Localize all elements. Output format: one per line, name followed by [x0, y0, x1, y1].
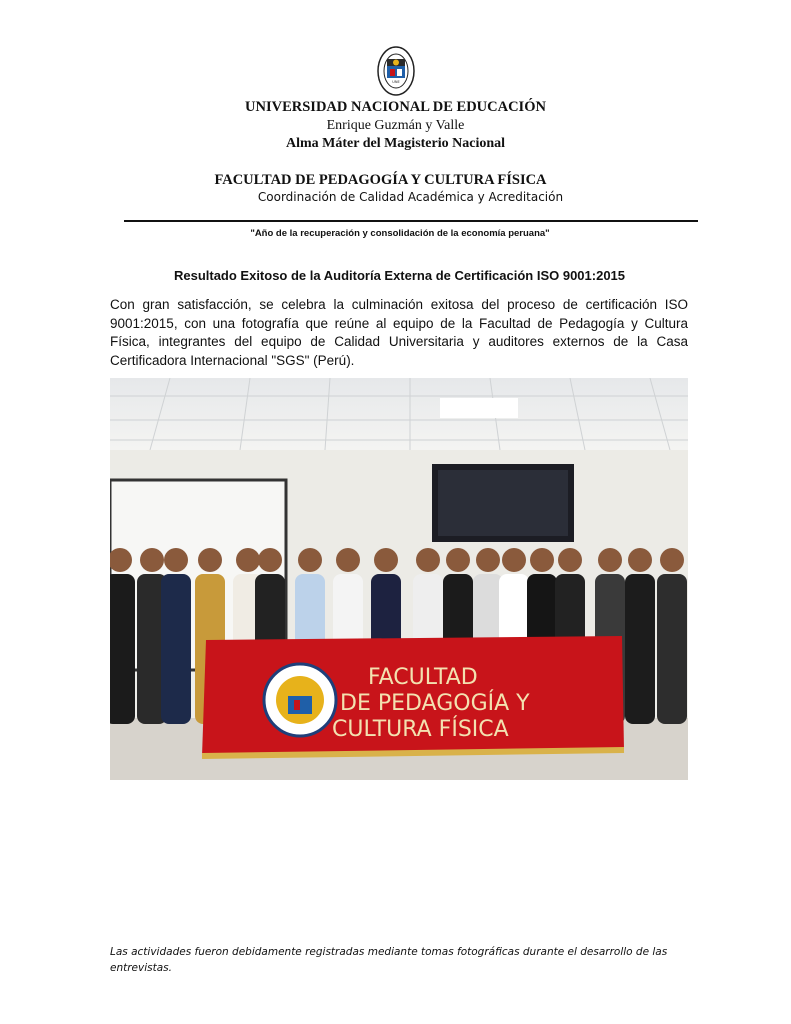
person-head	[660, 548, 684, 572]
person-head	[236, 548, 260, 572]
article-title: Resultado Exitoso de la Auditoría Externa de Certificación ISO 9001:2015	[173, 268, 626, 283]
group-photo	[110, 378, 688, 780]
person-head	[598, 548, 622, 572]
person-head	[258, 548, 282, 572]
person-head	[198, 548, 222, 572]
faculty-name: FACULTAD DE PEDAGOGÍA Y CULTURA FÍSICA	[214, 172, 547, 188]
person-head	[628, 548, 652, 572]
banner-text-line3: CULTURA FÍSICA	[332, 717, 509, 742]
article-body: Con gran satisfacción, se celebra la culminación exitosa del proceso de certificación ISO 9001:2015, con una fotografía que reúne al equipo de la Facultad de Pedagogía y Cultura Física, integrantes del equipo de Calidad Universitaria y auditores externos de la Casa Certificadora Internacional "SGS" (Perú).	[110, 297, 688, 368]
person-figure	[625, 574, 655, 724]
person-head	[446, 548, 470, 572]
person-head	[374, 548, 398, 572]
header-divider	[124, 220, 698, 222]
person-figure	[110, 574, 135, 724]
ceiling	[110, 378, 688, 450]
person-head	[336, 548, 360, 572]
footer-note: Las actividades fueron debidamente registradas mediante tomas fotográficas durante el desarrollo de las entrevistas.	[110, 946, 668, 974]
person-head	[476, 548, 500, 572]
university-seal-logo	[377, 46, 415, 96]
banner-text-line2: DE PEDAGOGÍA Y	[340, 691, 530, 716]
person-head	[416, 548, 440, 572]
person-head	[502, 548, 526, 572]
person-figure	[161, 574, 191, 724]
person-figure	[657, 574, 687, 724]
person-head	[140, 548, 164, 572]
year-motto: "Año de la recuperación y consolidación de la economía peruana"	[250, 228, 550, 239]
university-subtitle: Enrique Guzmán y Valle	[326, 118, 465, 133]
person-head	[530, 548, 554, 572]
person-head	[298, 548, 322, 572]
ceiling-light	[440, 398, 518, 418]
person-head	[558, 548, 582, 572]
svg-text:UNE: UNE	[392, 80, 400, 84]
person-head	[164, 548, 188, 572]
banner-text-line1: FACULTAD	[368, 665, 478, 690]
office-name: Coordinación de Calidad Académica y Acreditación	[257, 190, 564, 204]
university-name: UNIVERSIDAD NACIONAL DE EDUCACIÓN	[245, 99, 546, 115]
university-motto: Alma Máter del Magisterio Nacional	[285, 136, 506, 151]
